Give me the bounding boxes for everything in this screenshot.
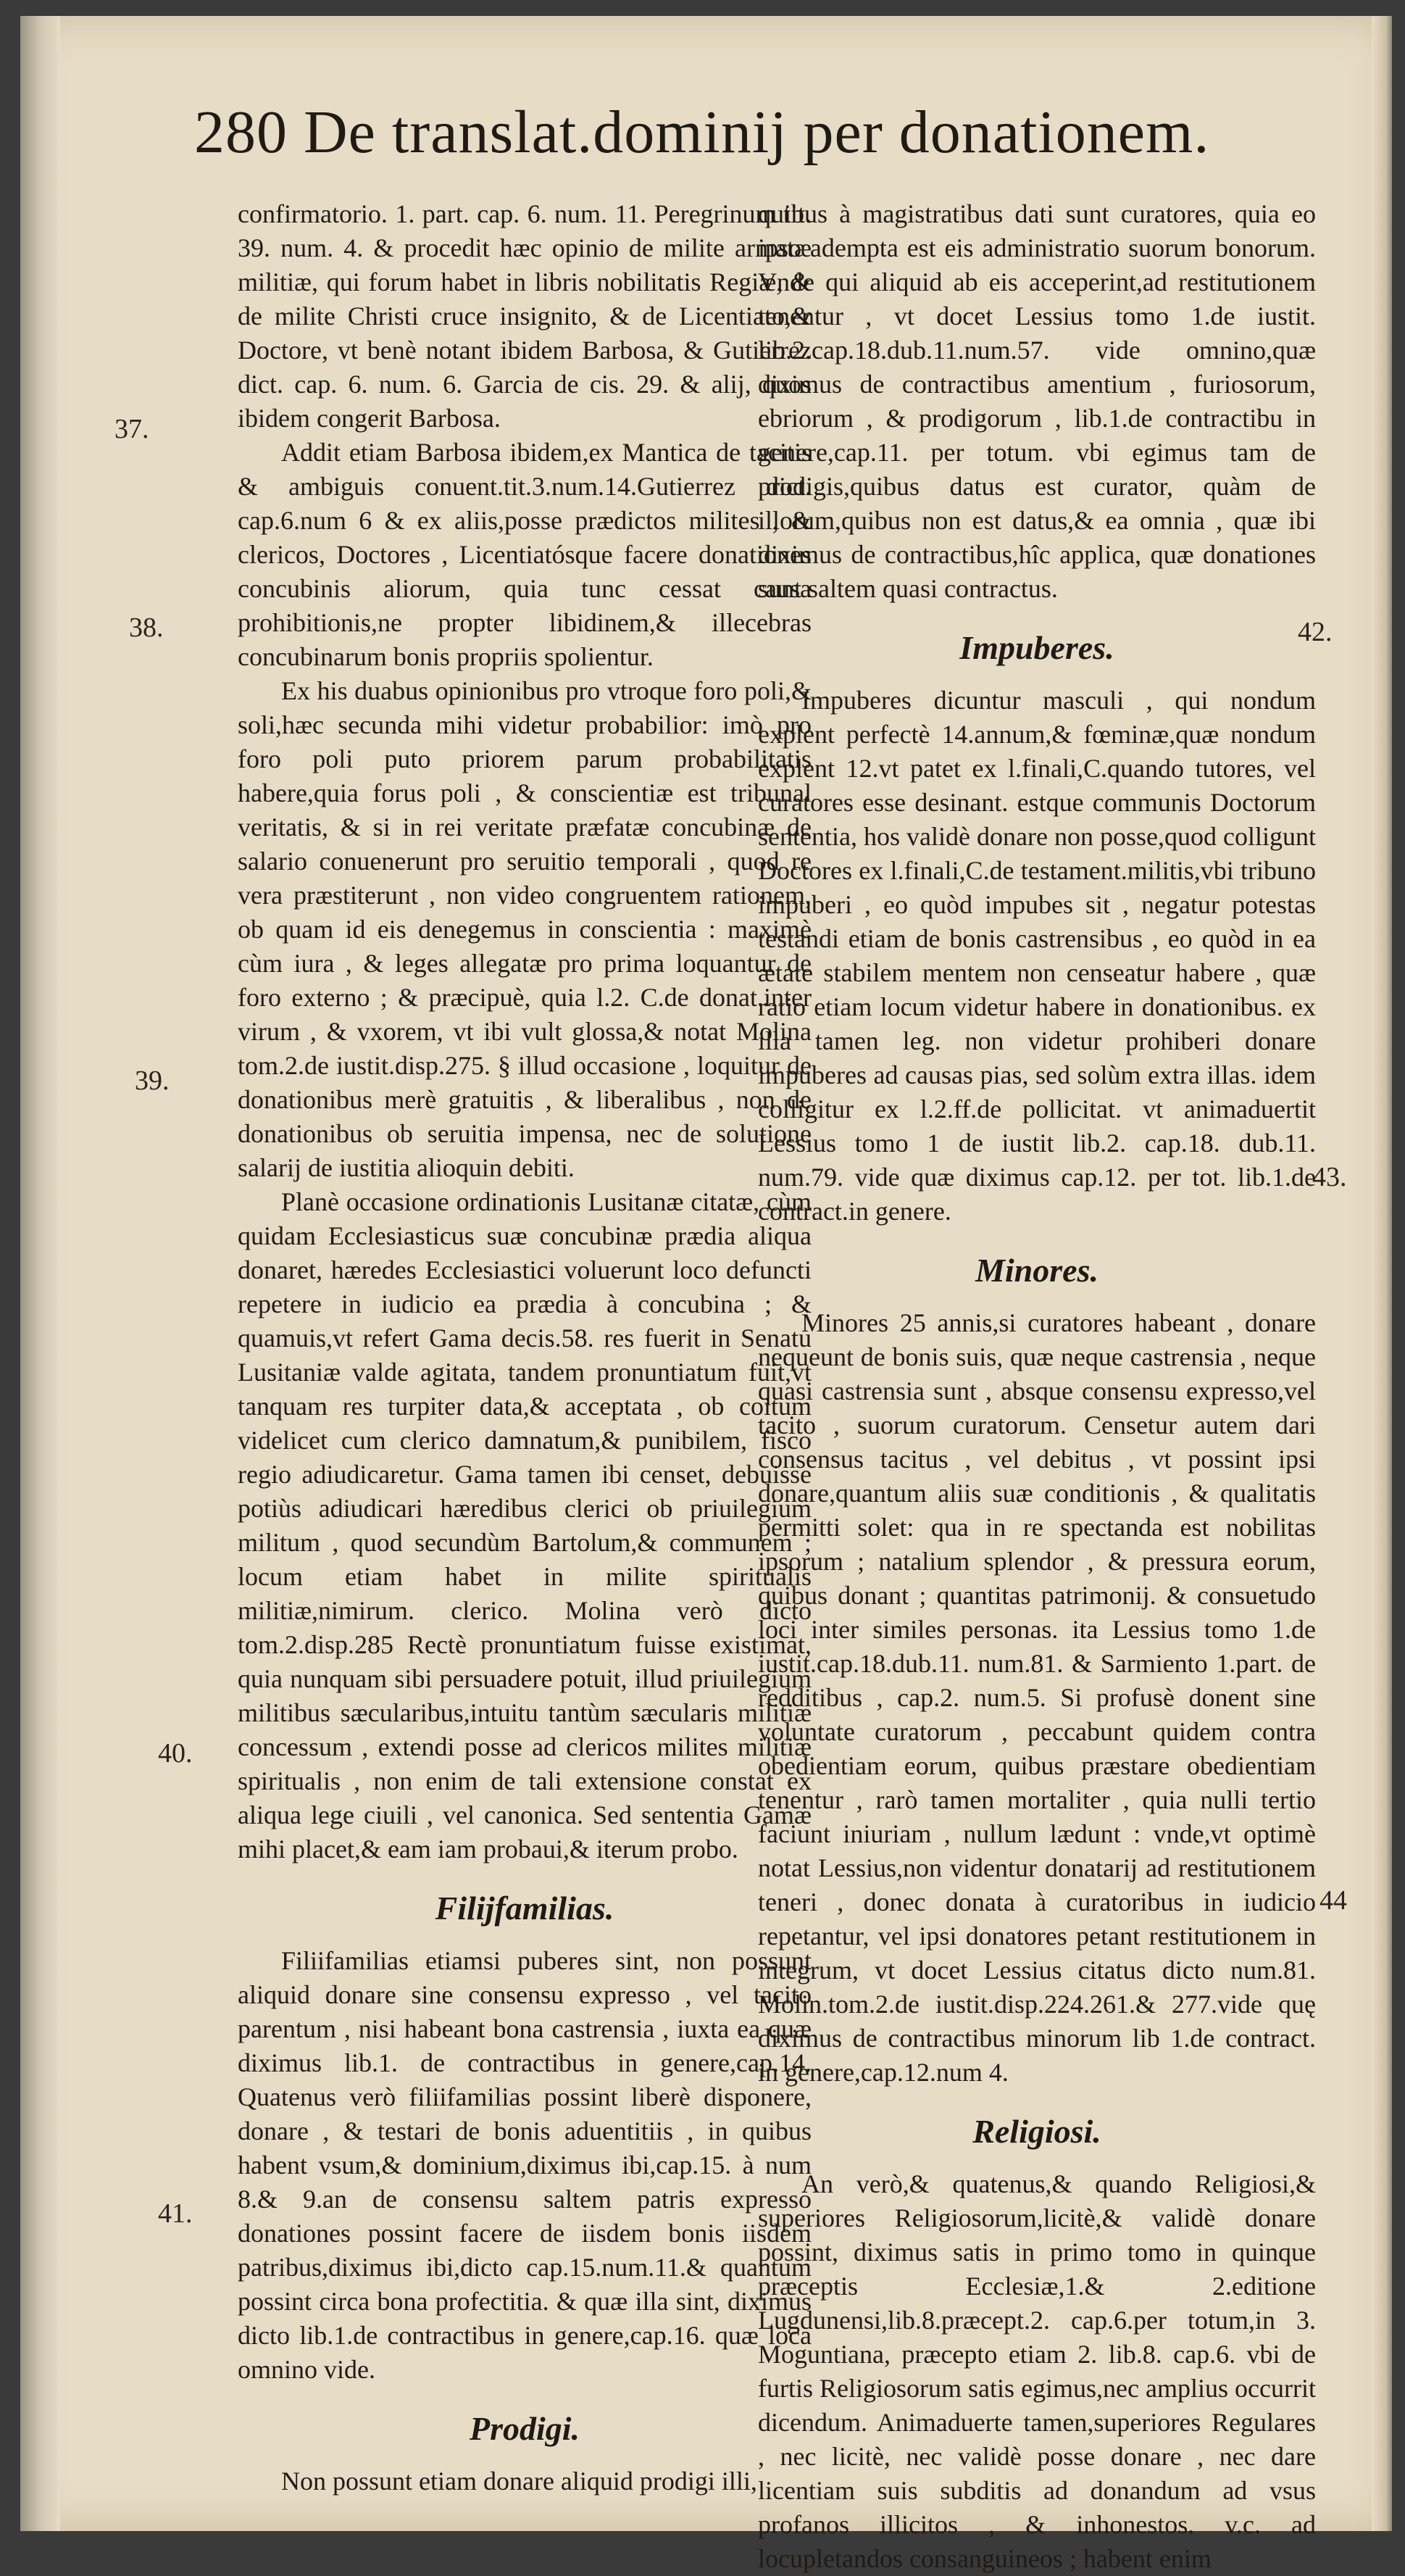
paragraph: Non possunt etiam donare aliquid prodigi illi, xyxy=(281,2467,757,2496)
left-column xyxy=(238,197,812,2498)
section-heading: Filijfamilias. xyxy=(435,1890,614,1927)
section-heading: Prodigi. xyxy=(469,2410,580,2447)
margin-number: 37. xyxy=(114,414,149,444)
margin-number: 38. xyxy=(129,612,164,643)
margin-number: 40. xyxy=(158,1738,193,1769)
running-head xyxy=(194,97,1281,167)
book-page xyxy=(20,16,1392,2573)
section-heading: Minores. xyxy=(975,1252,1098,1289)
margin-number: 39. xyxy=(135,1065,170,1096)
margin-number: 43. xyxy=(1312,1162,1347,1192)
paragraph: Filiifamilias etiamsi puberes sint, non possunt aliquid donare sine consensu expresso , vel tacito parentum , nisi habeant bona castrensia , iuxta ea quæ diximus lib.1. de contractibus in genere,cap.14. Quatenus verò filiifamilias possint liberè disponere, donare , & testari de bonis aduentitiis , in quibus habent vsum,& dominium,diximus ibi,cap.15. à num 8.& 9.an de consensu saltem patris expresso donationes possint facere de iisdem bonis iisdem patribus,diximus ibi,dicto cap.15.num.11.& quantum possint circa bona profectitia. & quæ illa sint, diximus dicto lib.1.de contractibus in genere,cap.16. quæ loca omnino vide. xyxy=(238,1946,812,2384)
paragraph: Ex his duabus opinionibus pro vtroque foro poli,& soli,hæc secunda mihi videtur probabilior: imò pro foro poli puto priorem parum probabilitatis habere,quia forus poli , & conscientiæ est tribunal veritatis, & si in rei veritate præfatæ concubinæ de salario conuenerunt pro seruitio temporali , quod re vera præstiterunt , non video congruentem rationem, ob quam id eis denegemus in conscientia : maximè cùm iura , & leges allegatæ pro prima loquantur de foro externo ; & præcipuè, quia l.2. C.de donat.inter virum , & vxorem, vt ibi vult glossa,& notat Molina tom.2.de iustit.disp.275. § illud occasione , loquitur de donationibus merè gratuitis , & liberalibus , non de donationibus ob seruitia impensa, nec de solutione salarij de iustitia alioquin debiti. xyxy=(238,676,812,1182)
paragraph: quibus à magistratibus dati sunt curatores, quia eo ipso adempta est eis administratio suorum bonorum. Vnde qui aliquid ab eis acceperint,ad restitutionem tenentur , vt docet Lessius tomo 1.de iustit. lib.2.cap.18.dub.11.num.57. vide omnino,quæ diximus de contractibus amentium , furiosorum, ebriorum , & prodigorum , lib.1.de contractibu in genere,cap.11. per totum. vbi egimus tam de prodigis,quibus datus est curator, quàm de illorum,quibus non est datus,& ea omnia , quæ ibi diximus de contractibus,hîc applica, quæ donationes sunt saltem quasi contractus. xyxy=(758,199,1316,603)
margin-number: 42. xyxy=(1298,617,1333,647)
margin-number: 44 xyxy=(1319,1885,1347,1916)
paragraph: Minores 25 annis,si curatores habeant , donare nequeunt de bonis suis, quæ neque castrensia , neque quasi castrensia sunt , absque consensu expresso,vel tacito , suorum curatorum. Censetur autem dari consensus tacitus , vel debitus , vt possint ipsi donare,quantum aliis suæ conditionis , & qualitatis permitti solet: qua in re spectanda est nobilitas ipsorum ; natalium splendor , & pressura eorum, quibus donant ; quantitas patrimonij. & consuetudo loci inter similes personas. ita Lessius tomo 1.de iustit.cap.18.dub.11. num.81. & Sarmiento 1.part. de redditibus , cap.2. num.5. Si profusè donent sine voluntate curatorum , peccabunt quidem contra obedientiam eorum, quibus præstare obedientiam tenentur , rarò tamen mortaliter , quia nulli tertio faciunt iniuriam , nullum lædunt : vnde,vt optimè notat Lessius,non videntur donatarij ad restitutionem teneri , donec donata à curatoribus in iudicio repetantur, vel ipsi donatores petant restitutionem in integrum, vt docet Lessius citatus dicto num.81. Molin.tom.2.de iustit.disp.224.261.& 277.vide quę diximus de contractibus minorum lib 1.de contract. in genere,cap.12.num 4. xyxy=(758,1308,1316,2087)
page-gutter xyxy=(20,16,60,2531)
page-number: 280 xyxy=(194,99,288,166)
paragraph: An verò,& quatenus,& quando Religiosi,& superiores Religiosorum,licitè,& validè donare possint, diximus satis in primo tomo in quinque præceptis Ecclesiæ,1.& 2.editione Lugdunensi,lib.8.præcept.2. cap.6.per totum,in 3. Moguntiana, præcepto etiam 2. lib.8. cap.6. vbi de furtis Religiosorum satis egimus,nec amplius occurrit dicendum. Animaduerte tamen,superiores Regulares , nec licitè, nec validè posse donare , nec dare licentiam suis subditis ad donandum ad vsus profanos illicitos , & inhonestos. v.c. ad locupletandos consanguineos ; habent enim xyxy=(758,2169,1316,2573)
paragraph: confirmatorio. 1. part. cap. 6. num. 11. Peregrinum tit. 39. num. 4. & procedit hæc opinio de milite armatæ militiæ, qui forum habet in libris nobilitatis Regiæ, & de milite Christi cruce insignito, & de Licentiato,& Doctore, vt benè notant ibidem Barbosa, & Gutierrez dict. cap. 6. num. 6. Garcia de cis. 29. & alij, quos ibidem congerit Barbosa. xyxy=(238,199,812,433)
paragraph: Impuberes dicuntur masculi , qui nondum explent perfectè 14.annum,& fœminæ,quæ nondum explent 12.vt patet ex l.finali,C.quando tutores, vel curatores esse desinant. estque communis Doctorum sententia, hos validè donare non posse,quod colligunt Doctores ex l.finali,C.de testament.militis,vbi tribuno impuberi , eo quòd impubes sit , negatur potestas testandi etiam de bonis castrensibus , eo quòd in ea ætate stabilem mentem non censeatur habere , quæ ratio etiam locum videtur habere in donationibus. ex illa tamen leg. non videtur prohiberi donare impuberes ad causas pias, sed solùm extra illas. idem colligitur ex l.2.ff.de pollicitat. vt animaduertit Lessius tomo 1 de iustit lib.2. cap.18. dub.11. num.79. vide quæ diximus cap.12. per tot. lib.1.de contract.in genere. xyxy=(758,686,1316,1226)
paragraph: Planè occasione ordinationis Lusitanæ citatæ, cùm quidam Ecclesiasticus suæ concubinæ prædia aliqua donaret, hæredes Ecclesiastici voluerunt loco defuncti repetere in iudicio ea prædia à concubina ; & quamuis,vt refert Gama decis.58. res fuerit in Senatu Lusitaniæ valde agitata, tandem pronuntiatum fuit,vt tanquam res turpiter data,& acceptata , ob coitum videlicet cum clerico damnatum,& punibilem, fisco regio adiudicaretur. Gama tamen ibi censet, debuisse potiùs adiudicari hæredibus clerici ob priuilegium militum , quod secundùm Bartolum,& communem ; locum etiam habet in milite spiritualis militiæ,nimirum. clerico. Molina verò dicto tom.2.disp.285 Rectè pronuntiatum fuisse existimat, quia nunquam sibi persuadere potuit, illud priuilegium militibus sæcularibus,intuitu tantùm sæcularis militiæ concessum , extendi posse ad clericos milites militiæ spiritualis , non enim de tali extensione constat ex aliqua lege ciuili , vel canonica. Sed sententia Gamæ mihi placet,& eam iam probaui,& iterum probo. xyxy=(238,1187,812,1864)
page-edge xyxy=(1372,16,1392,2531)
section-heading: Religiosi. xyxy=(972,2113,1101,2150)
page-title: De translat.dominij per donationem. xyxy=(304,99,1210,166)
right-column xyxy=(758,197,1316,2576)
section-heading: Impuberes. xyxy=(959,629,1114,666)
paragraph: Addit etiam Barbosa ibidem,ex Mantica de tacitis & ambiguis conuent.tit.3.num.14.Gutierrez dict. cap.6.num 6 & ex aliis,posse prædictos milites , & clericos, Doctores , Licentiatósque facere donationes concubinis aliorum, quia tunc cessat causa prohibitionis,ne propter libidinem,& illecebras concubinarum bonis propriis spolientur. xyxy=(238,438,812,671)
margin-number: 41. xyxy=(158,2198,193,2229)
